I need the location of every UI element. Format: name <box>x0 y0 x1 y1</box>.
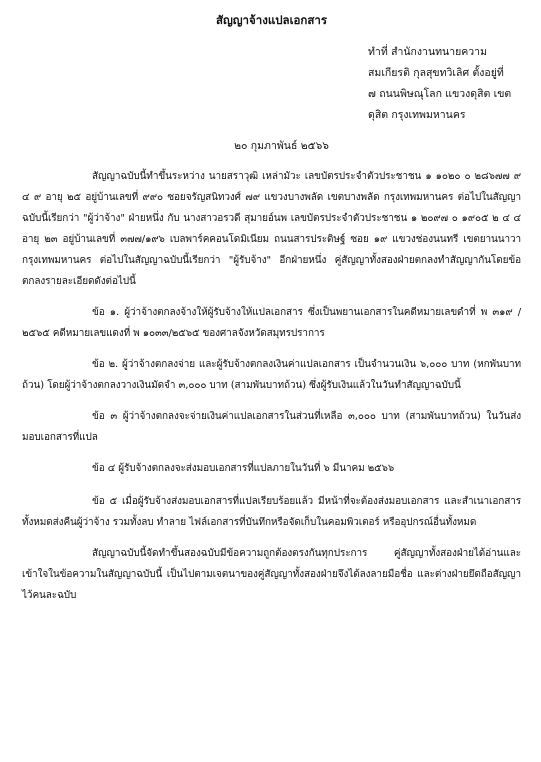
clause-4: ข้อ ๔ ผู้รับจ้างตกลงจะส่งมอบเอกสารที่แปลภายในวันที่ ๖ มีนาคม ๒๕๖๖ <box>92 463 395 474</box>
clause-3: ข้อ ๓ ผู้ว่าจ้างตกลงจะจ่ายเงินค่าแปลเอกสารในส่วนที่เหลือ ๓,๐๐๐ บาท (สามพันบาทถ้วน) ในวันส่งมอบเอกสารที่แปล <box>22 411 521 443</box>
address-block <box>368 42 521 126</box>
closing-paragraph: สัญญาฉบับนี้จัดทำขึ้นสองฉบับมีข้อความถูกต้องตรงกันทุกประการ คู่สัญญาทั้งสองฝ่ายได้อ่านและเข้าใจในข้อความในสัญญาฉบับนี้ เป็นไปตามเจตนาของคู่สัญญาทั้งสองฝ่ายจึงได้ลงลายมือชื่อ และต่างฝ่ายยึดถือสัญญาไว้คนละฉบับ <box>22 548 521 601</box>
preamble-paragraph: สัญญาฉบับนี้ทำขึ้นระหว่าง นายสราวุฒิ เหล่ามัวะ เลขบัตรประจำตัวประชาชน ๑ ๑๐๒๐ ๐ ๒๘๖๗๗ ๙ ๔ ๙ อายุ ๒๕ อยู่บ้านเลขที่ ๙๙๐ ซอยจรัญสนิทวงศ์ ๗๙ แขวงบางพลัด เขตบางพลัด กรุงเทพมหานคร ต่อไปในสัญญาฉบับนี้เรียกว่า "ผู้ว่าจ้าง" ฝ่ายหนึ่ง กับ นางสาวอรวดี สุมายอ์นพ เลขบัตรประจำตัวประชาชน ๑ ๒๐๙๗ ๐ ๑๙๐๕ ๒ ๔ ๔ อายุ ๒๓ อยู่บ้านเลขที่ ๓๗๗/๑๙๖ เบลพาร์คคอนโดมิเนียม ถนนสารประดิษฐ์ ซอย ๑๙ แขวงช่องนนทรี เขตยานนาวา กรุงเทพมหานคร ต่อไปในสัญญาฉบับนี้เรียกว่า "ผู้รับจ้าง" อีกฝ่ายหนึ่ง คู่สัญญาทั้งสองฝ่ายตกลงทำสัญญากันโดยข้อตกลงรายละเอียดดังต่อไปนี้ <box>22 171 521 287</box>
address-line: ๗ ถนนพิษณุโลก แขวงดุสิต เขต <box>368 88 512 100</box>
address-line: สมเกียรติ กุลสุขทวิเลิศ ตั้งอยู่ที่ <box>368 67 504 79</box>
document-title: สัญญาจ้างแปลเอกสาร <box>215 13 328 27</box>
clause-2: ข้อ ๒. ผู้ว่าจ้างตกลงจ่าย และผู้รับจ้างตกลงเงินค่าแปลเอกสาร เป็นจำนวนเงิน ๖,๐๐๐ บาท (หกพันบาทถ้วน) โดยผู้ว่าจ้างตกลงวางเงินมัดจำ ๓,๐๐๐ บาท (สามพันบาทถ้วน) ซึ่งผู้รับเงินแล้วในวันทำสัญญาฉบับนี้ <box>22 359 521 391</box>
address-line: ดุสิต กรุงเทพมหานคร <box>368 109 466 121</box>
address-line: ทำที่ สำนักงานทนายความ <box>368 46 488 58</box>
contract-date: ๒๐ กุมภาพันธ์ ๒๕๖๖ <box>234 140 329 152</box>
clause-5: ข้อ ๕ เมื่อผู้รับจ้างส่งมอบเอกสารที่แปลเรียบร้อยแล้ว มีหน้าที่จะต้องส่งมอบเอกสาร และสำเนาเอกสารทั้งหมดส่งคืนผู้ว่าจ้าง รวมทั้งลบ ทำลาย ไฟล์เอกสารที่บันทึกหรือจัดเก็บในคอมพิวเตอร์ หรืออุปกรณ์อื่นทั้งหมด <box>22 496 521 528</box>
clause-1: ข้อ ๑. ผู้ว่าจ้างตกลงจ้างให้ผู้รับจ้างให้แปลเอกสาร ซึ่งเป็นพยานเอกสารในคดีหมายเลขดำที่ พ ๓๑๙ /๒๕๖๕ คดีหมายเลขแดงที่ พ ๑๐๓๓/๒๕๖๕ ของศาลจังหวัดสมุทรปราการ <box>22 307 521 339</box>
